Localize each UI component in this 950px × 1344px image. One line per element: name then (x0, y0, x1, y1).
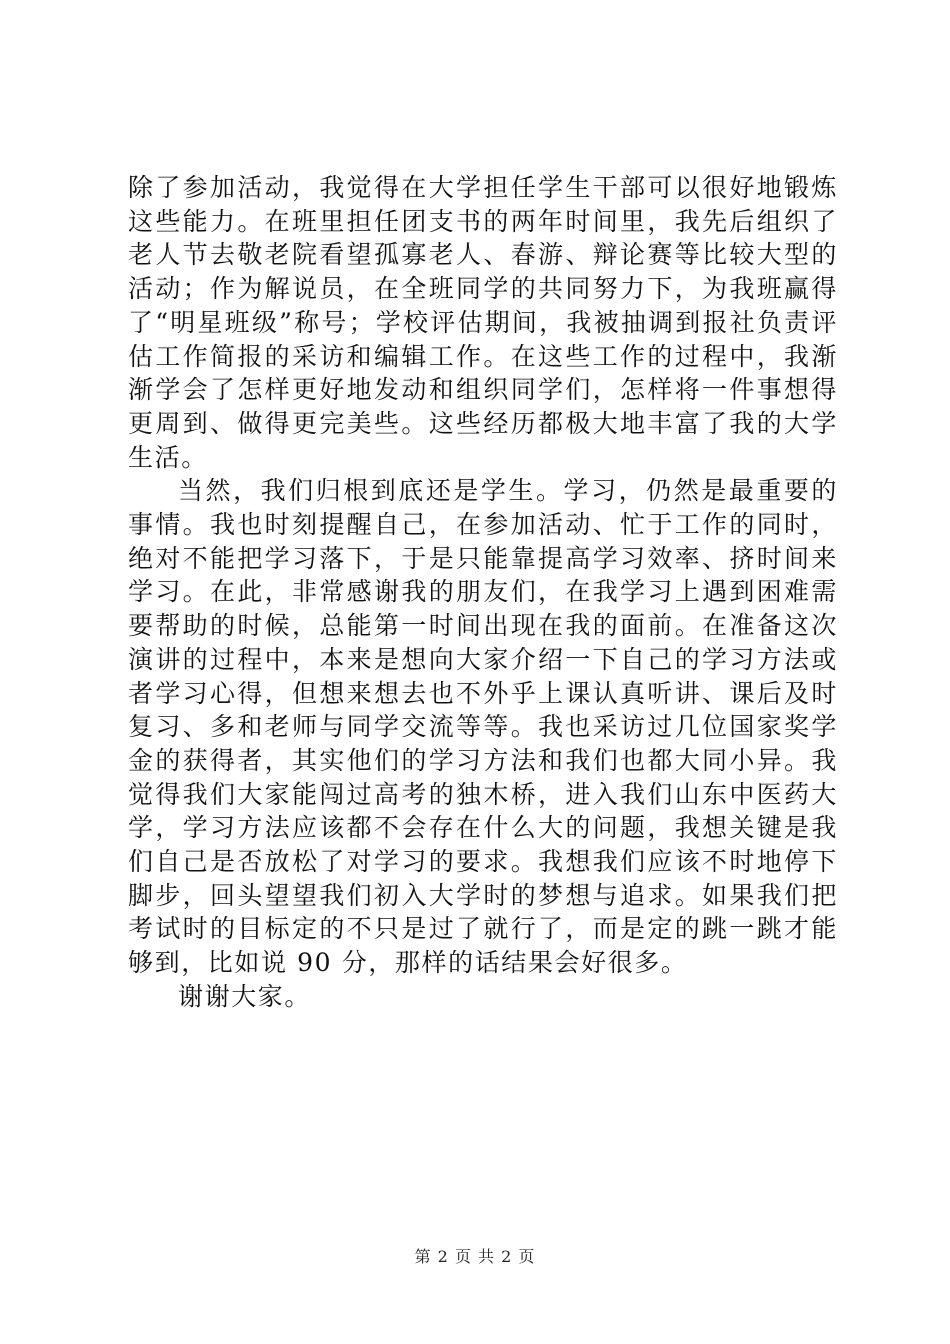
body-text (128, 171, 838, 1014)
paragraph-student-leader: 除了参加活动，我觉得在大学担任学生干部可以很好地锻炼这些能力。在班里担任团支书的两年时间里，我先后组织了老人节去敬老院看望孤寡老人、春游、辩论赛等比较大型的活动；作为解说员，在全班同学的共同努力下，为我班赢得了“明星班级”称号；学校评估期间，我被抽调到报社负责评估工作简报的采访和编辑工作。在这些工作的过程中，我渐渐学会了怎样更好地发动和组织同学们，怎样将一件事想得更周到、做得更完美些。这些经历都极大地丰富了我的大学生活。 (128, 173, 838, 472)
page-footer: 第 2 页 共 2 页 (414, 1247, 536, 1266)
paragraph-study: 当然，我们归根到底还是学生。学习，仍然是最重要的事情。我也时刻提醒自己，在参加活动、忙于工作的同时，绝对不能把学习落下，于是只能靠提高学习效率、挤时间来学习。在此，非常感谢我的朋友们，在我学习上遇到困难需要帮助的时候，总能第一时间出现在我的面前。在准备这次演讲的过程中，本来是想向大家介绍一下自己的学习方法或者学习心得，但想来想去也不外乎上课认真听讲、课后及时复习、多和老师与同学交流等等。我也采访过几位国家奖学金的获得者，其实他们的学习方法和我们也都大同小异。我觉得我们大家能闯过高考的独木桥，进入我们山东中医药大学，学习方法应该都不会存在什么大的问题，我想关键是我们自己是否放松了对学习的要求。我想我们应该不时地停下脚步，回头望望我们初入大学时的梦想与追求。如果我们把考试时的目标定的不只是过了就行了，而是定的跳一跳才能够到，比如说 90 分，那样的话结果会好很多。 (128, 476, 838, 978)
paragraph-thanks: 谢谢大家。 (178, 981, 312, 1011)
